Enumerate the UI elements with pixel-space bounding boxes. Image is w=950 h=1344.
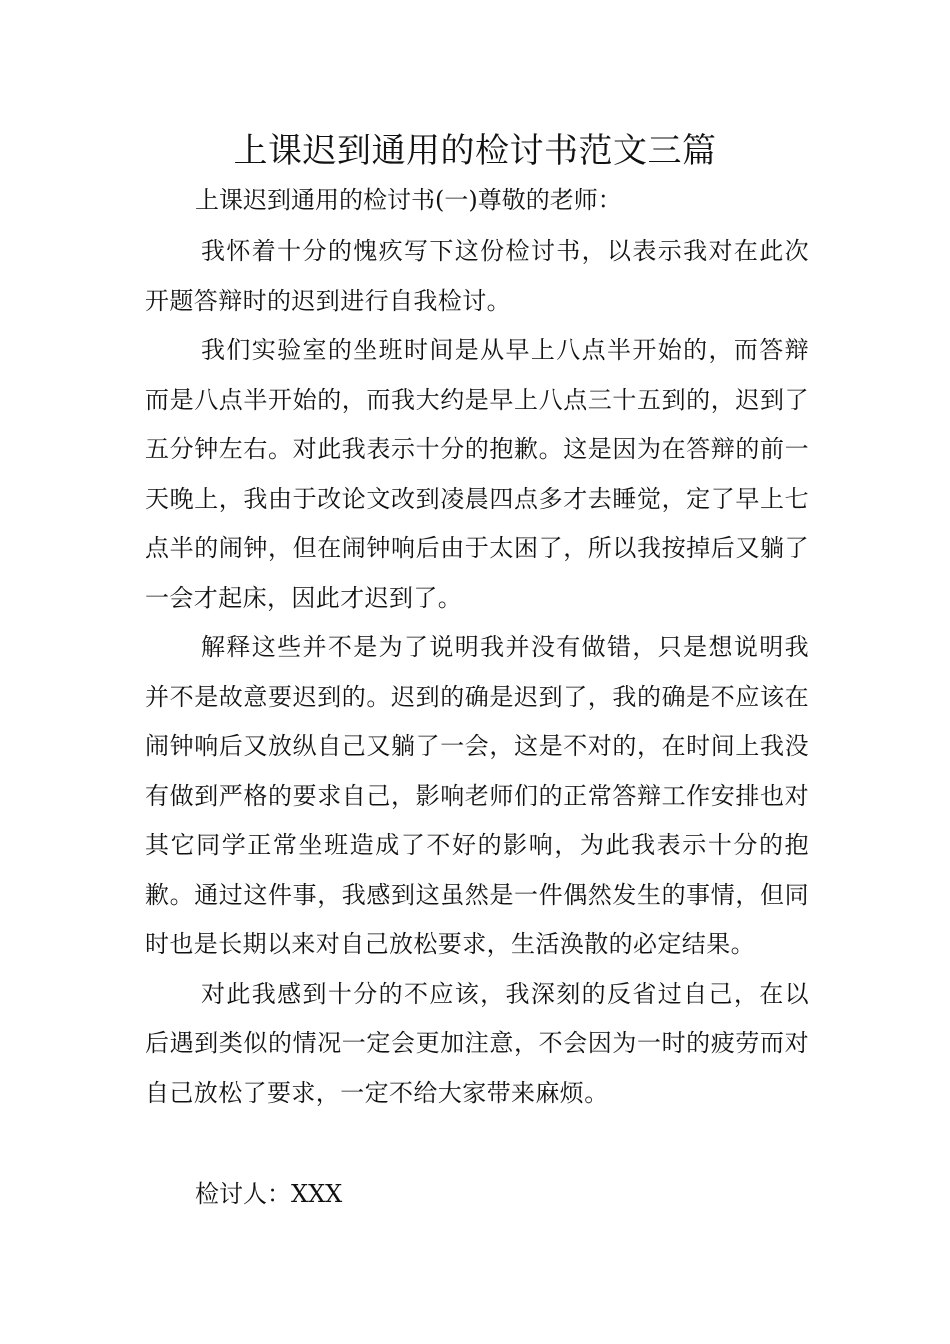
document-title: 上课迟到通用的检讨书范文三篇 <box>233 131 717 171</box>
paragraph: 解释这些并不是为了说明我并没有做错，只是想说明我并不是故意要迟到的。迟到的确是迟到了，我的确是不应该在闹钟响后又放纵自己又躺了一会，这是不对的，在时间上我没有做到严格的要求自己，影响老师们的正常答辩工作安排也对其它同学正常坐班造成了不好的影响，为此我表示十分的抱歉。通过这件事，我感到这虽然是一件偶然发生的事情，但同时也是长期以来对自己放松要求，生活涣散的必定结果。 <box>145 633 809 958</box>
signature: 检讨人：XXX <box>195 1180 343 1208</box>
paragraph: 对此我感到十分的不应该，我深刻的反省过自己，在以后遇到类似的情况一定会更加注意，不会因为一时的疲劳而对自己放松了要求，一定不给大家带来麻烦。 <box>145 979 809 1107</box>
paragraph: 我怀着十分的愧疚写下这份检讨书，以表示我对在此次开题答辩时的迟到进行自我检讨。 <box>145 237 809 315</box>
paragraph: 我们实验室的坐班时间是从早上八点半开始的，而答辩而是八点半开始的，而我大约是早上八点三十五到的，迟到了五分钟左右。对此我表示十分的抱歉。这是因为在答辩的前一天晚上，我由于改论文改到凌晨四点多才去睡觉，定了早上七点半的闹钟，但在闹钟响后由于太困了，所以我按掉后又躺了一会才起床，因此才迟到了。 <box>145 336 809 612</box>
document-body <box>145 227 809 1118</box>
document-intro: 上课迟到通用的检讨书(一)尊敬的老师： <box>195 186 622 214</box>
